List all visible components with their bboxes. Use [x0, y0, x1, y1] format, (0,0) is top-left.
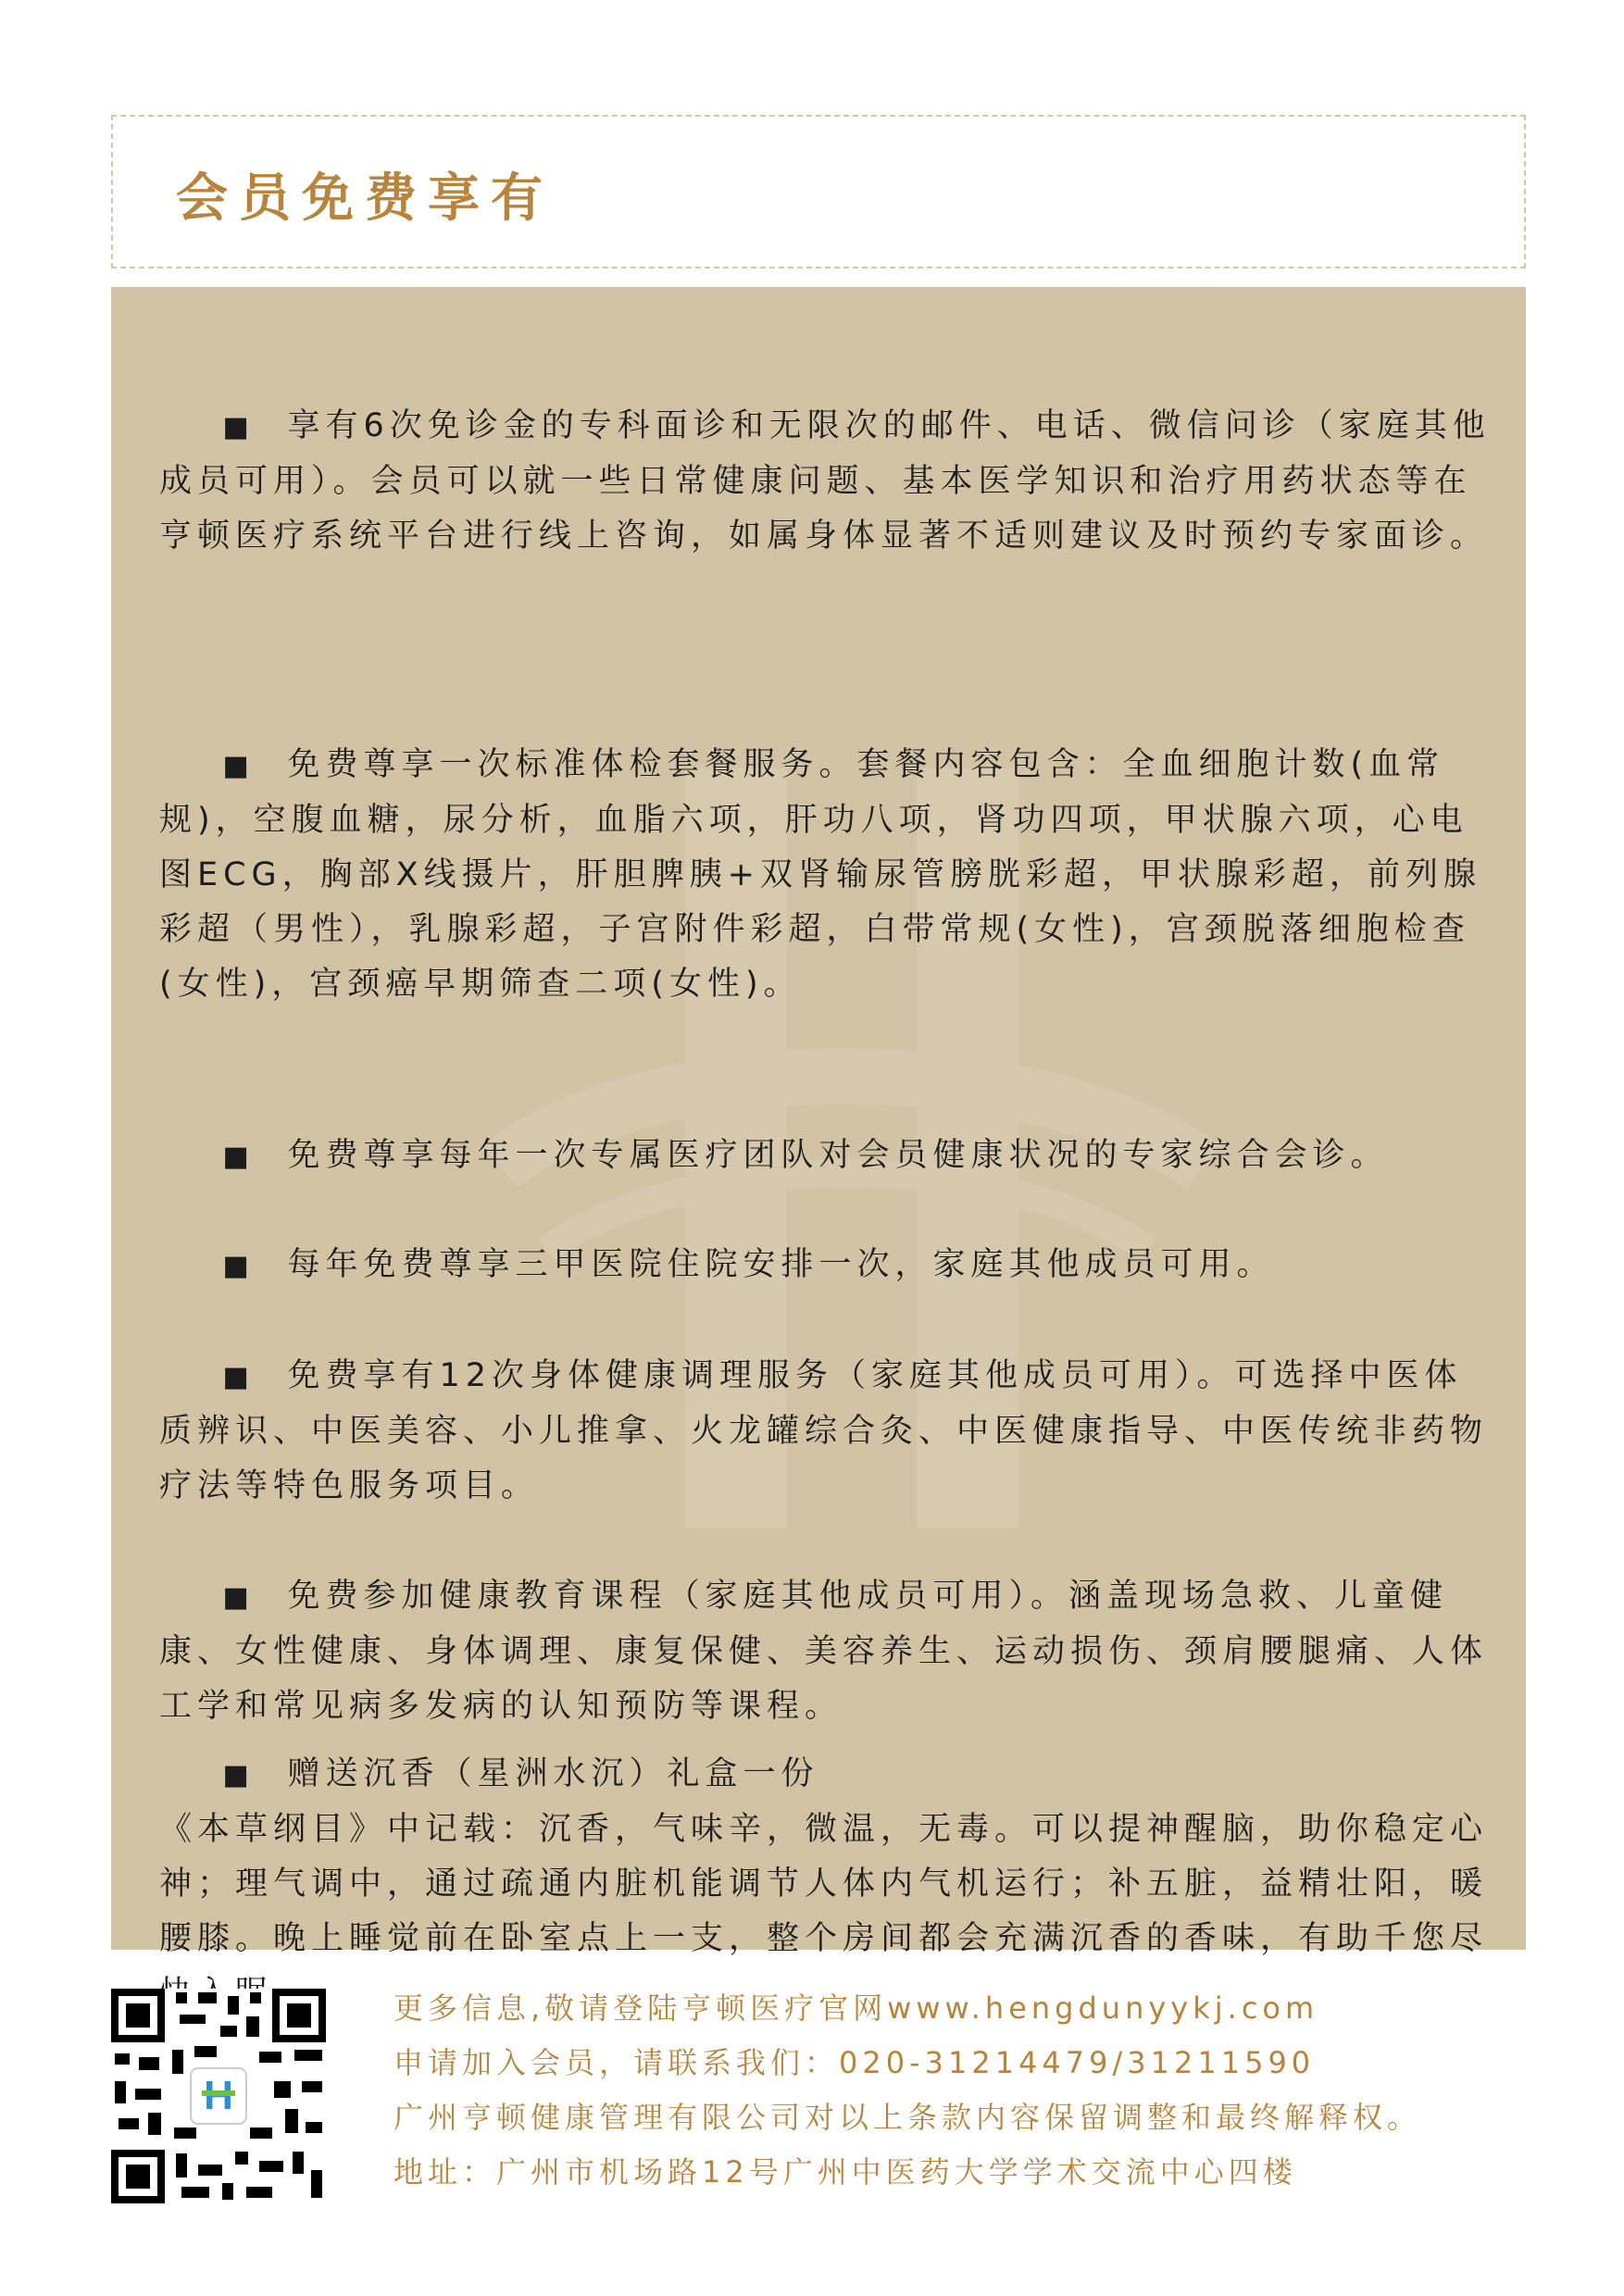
benefit-text: 免费尊享每年一次专属医疗团队对会员健康状况的专家综合会诊。	[287, 1137, 1389, 1174]
footer-contact: 申请加入会员，请联系我们：020-31214479/31211590	[394, 2045, 1316, 2080]
benefit-text: 每年免费尊享三甲医院住院安排一次，家庭其他成员可用。	[287, 1246, 1275, 1283]
footer-disclaimer: 广州亨顿健康管理有限公司对以上条款内容保留调整和最终解释权。	[394, 2100, 1422, 2135]
benefit-detail: 《本草纲目》中记载：沉香，气味辛，微温，无毒。可以提神醒脑，助你稳定心神；理气调中，通过疏通内脏机能调节人体内气机运行；补五脏，益精壮阳，暖腰膝。晚上睡觉前在卧室点上一支，整个房间都会充满沉香的香味，有助千您尽	[159, 1811, 1489, 1957]
bullet-icon: ■	[222, 411, 255, 443]
benefit-text: 免费尊享一次标准体检套餐服务。套餐内容包含：全血细胞计数(血常规)，空腹血糖，尿分析，血脂六项，肝功八项，肾功四项，甲状腺六项，心电图ECG，胸部X线摄片，肝胆脾胰+双肾输尿管膀胱彩超，甲状腺彩超，前列腺彩超（男性），乳腺彩超，子宫附件彩超，白带常规(女性)，宫颈脱落细胞检查(女性)，宫颈癌早期筛查二项(女性)。	[159, 746, 1481, 1003]
footer-website: 更多信息,敬请登陆亨顿医疗官网www.hengdunyykj.com	[394, 1990, 1319, 2026]
benefit-text: 享有6次免诊金的专科面诊和无限次的邮件、电话、微信问诊（家庭其他成员可用）。会员可以就一些日常健康问题、基本医学知识和治疗用药状态等在亨顿医疗系统平台进行线上咨询，如属身体显著不适则建议及时预约专家面诊。	[159, 407, 1491, 555]
header-box	[111, 115, 1526, 268]
page-title: 会员免费享有	[176, 168, 554, 229]
bullet-icon: ■	[222, 1759, 255, 1791]
qr-code-icon	[111, 1989, 326, 2203]
footer-info	[394, 1981, 1421, 2200]
benefit-text: 赠送沉香（星洲水沉）礼盒一份	[287, 1755, 819, 1792]
bullet-icon: ■	[222, 1361, 255, 1393]
bullet-icon: ■	[222, 750, 255, 782]
bullet-icon: ■	[222, 1141, 255, 1173]
benefit-item-consultation	[159, 344, 1493, 618]
bullet-icon: ■	[222, 1581, 255, 1614]
footer	[111, 1981, 1526, 2213]
benefit-text: 免费享有12次身体健康调理服务（家庭其他成员可用）。可选择中医体质辨识、中医美容、小儿推拿、火龙罐综合灸、中医健康指导、中医传统非药物疗法等特色服务项目。	[159, 1357, 1489, 1504]
benefit-item-checkup	[159, 683, 1493, 1067]
benefit-text: 免费参加健康教育课程（家庭其他成员可用）。涵盖现场急救、儿童健康、女性健康、身体调理、康复保健、美容养生、运动损伤、颈肩腰腿痛、人体工学和常见病多发病的认知预防等课程。	[159, 1578, 1489, 1725]
benefits-panel	[111, 287, 1526, 1957]
bullet-icon: ■	[222, 1250, 255, 1282]
footer-address: 地址：广州市机场路12号广州中医药大学学术交流中心四楼	[394, 2154, 1297, 2190]
